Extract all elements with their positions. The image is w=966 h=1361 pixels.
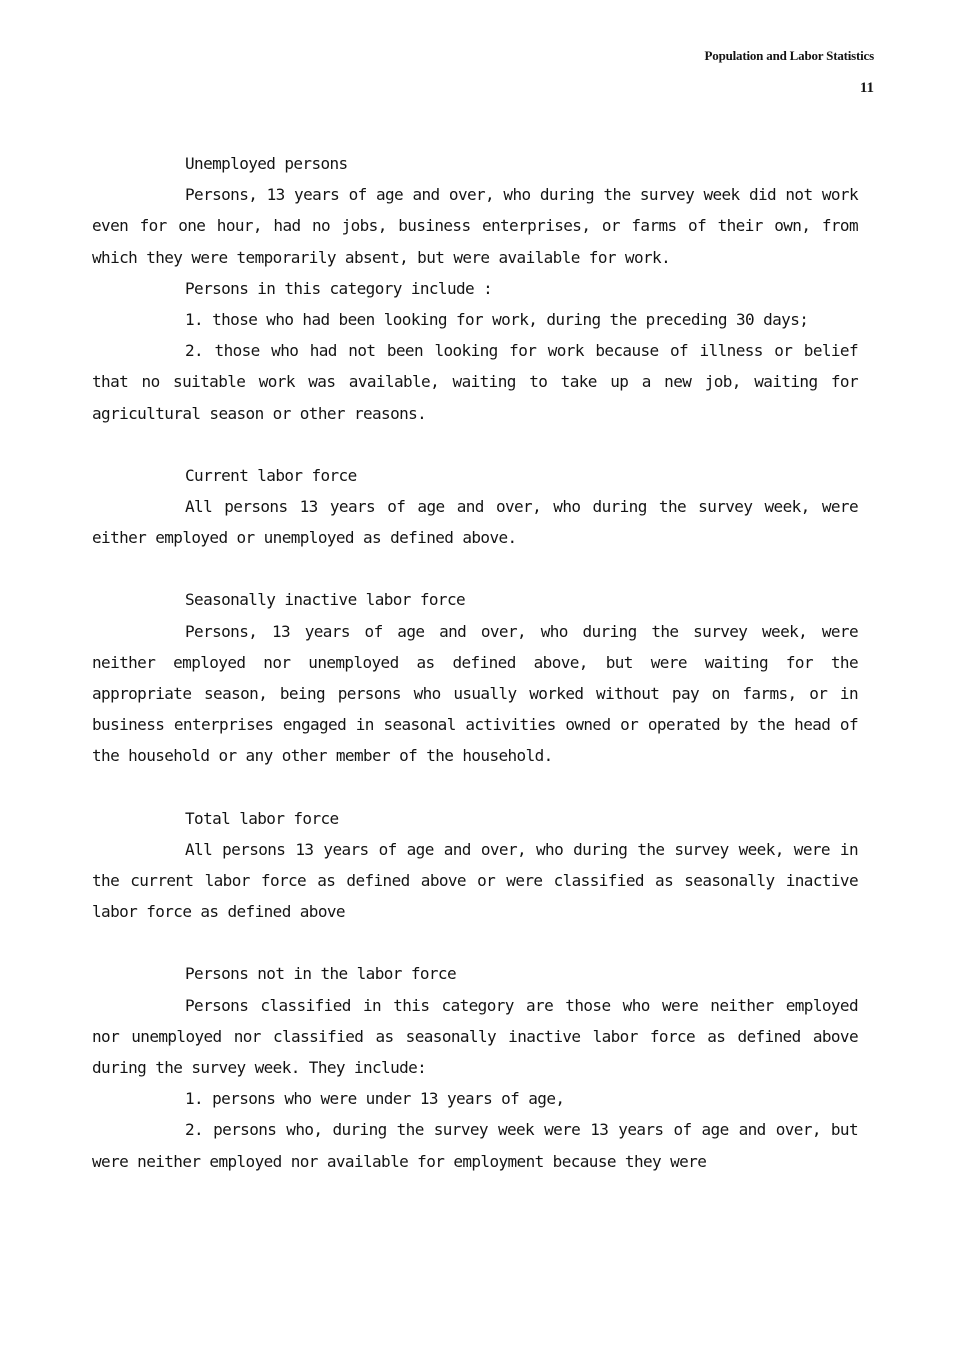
section-unemployed-persons: [92, 148, 858, 429]
section-heading: Unemployed persons: [185, 154, 348, 173]
section-heading: Total labor force: [185, 808, 339, 828]
page-number: 11: [859, 80, 874, 96]
section-heading: Persons not in the labor force: [185, 964, 456, 984]
paragraph: Persons, 13 years of age and over, who during the survey week did not work even for one hour, had no jobs, business enterprises, or farms of their own, from which they were temporarily absent, but were available for work.: [92, 185, 858, 267]
section-persons-not-in-labor-force: [92, 958, 858, 1176]
section-heading: Seasonally inactive labor force: [185, 590, 466, 610]
section-heading: Current labor force: [185, 465, 357, 485]
paragraph: All persons 13 years of age and over, who during the survey week, were in the current labor force as defined above or were classified as seasonally inactive labor force as defined above: [92, 839, 858, 922]
running-title: Population and Labor Statistics: [704, 48, 874, 63]
section-current-labor-force: [92, 460, 858, 554]
paragraph: Persons in this category include :: [185, 278, 493, 298]
list-item: 2. those who had not been looking for work because of illness or belief that no suitable work was available, waiting to take up a new job, waiting for agricultural season or other reasons.: [92, 341, 858, 423]
paragraph: Persons, 13 years of age and over, who during the survey week, were neither employed nor unemployed as defined above, but were waiting for the appropriate season, being persons who usually worked without pay on farms, or in business enterprises engaged in seasonal activities owned or operated by the head of the household or any other member of the household.: [92, 621, 858, 766]
section-total-labor-force: [92, 803, 858, 928]
paragraph: All persons 13 years of age and over, who during the survey week, were either employed or unemployed as defined above.: [92, 497, 858, 548]
section-seasonally-inactive-labor-force: [92, 584, 858, 771]
list-item: 2. persons who, during the survey week were 13 years of age and over, but were neither employed nor available for employment because they were: [92, 1120, 858, 1171]
list-item: 1. persons who were under 13 years of age,: [185, 1089, 565, 1109]
document-body: [92, 148, 858, 1177]
paragraph: Persons classified in this category are those who were neither employed nor unemployed nor classified as seasonally inactive labor force as defined above during the survey week. They include:: [92, 995, 858, 1078]
list-item: 1. those who had been looking for work, during the preceding 30 days;: [185, 310, 809, 330]
